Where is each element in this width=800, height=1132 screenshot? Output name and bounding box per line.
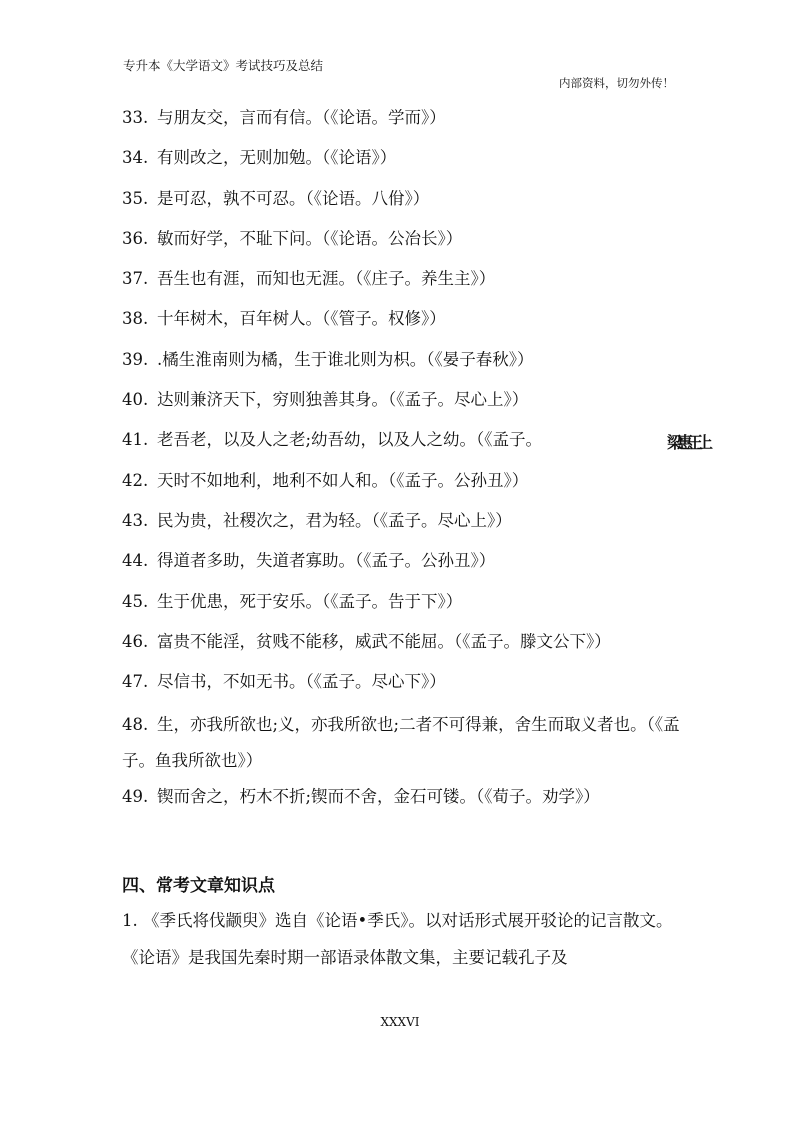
item-number: 42. bbox=[122, 470, 149, 490]
list-item bbox=[122, 624, 692, 664]
item-number: 46. bbox=[122, 631, 149, 651]
item-number: 43. bbox=[122, 510, 149, 530]
list-item bbox=[122, 382, 692, 422]
page-number: XXXVI bbox=[380, 1015, 420, 1029]
list-item bbox=[122, 181, 692, 221]
list-item bbox=[122, 543, 692, 583]
item-number: 45. bbox=[122, 591, 149, 611]
item-number: 35. bbox=[122, 188, 149, 208]
item-text: 锲而舍之，朽木不折;锲而不舍，金石可镂。（《荀子。劝学》） bbox=[157, 787, 600, 807]
item-text: 生于优患，死于安乐。（《孟子。告于下》） bbox=[157, 591, 463, 611]
item-text: 老吾老，以及人之老;幼吾幼，以及人之幼。（《孟子。 bbox=[157, 430, 543, 450]
item-text: 民为贵，社稷次之，君为轻。（《孟子。尽心上》） bbox=[157, 510, 512, 530]
item-number: 48. bbox=[122, 715, 149, 735]
item-text: 生，亦我所欲也;义，亦我所欲也;二者不可得兼，舍生而取义者也。（《孟子。鱼我所欲也》） bbox=[122, 715, 680, 771]
list-item bbox=[122, 261, 692, 301]
list-item bbox=[122, 664, 692, 704]
item-text: 富贵不能淫，贫贱不能移，威武不能屈。（《孟子。滕文公下》） bbox=[157, 631, 611, 651]
item-text: 有则改之，无则加勉。（《论语》） bbox=[157, 148, 397, 168]
item-text: 尽信书，不如无书。（《孟子。尽心下》） bbox=[157, 672, 446, 692]
list-item bbox=[122, 584, 692, 624]
item-number: 49. bbox=[122, 787, 149, 807]
item-text: 十年树木，百年树人。（《管子。权修》） bbox=[157, 309, 446, 329]
list-item bbox=[122, 503, 692, 543]
item-number: 41. bbox=[122, 430, 149, 450]
item-number: 44. bbox=[122, 551, 149, 571]
item-text: 天时不如地利，地利不如人和。（《孟子。公孙丑》） bbox=[157, 470, 529, 490]
item-text: .橘生淮南则为橘，生于谁北则为枳。（《晏子春秋》） bbox=[157, 349, 534, 369]
list-item bbox=[122, 140, 692, 180]
item-number: 34. bbox=[122, 148, 149, 168]
item-number: 47. bbox=[122, 672, 149, 692]
item-text: 是可忍，孰不可忍。（《论语。八佾》） bbox=[157, 188, 430, 208]
list-item bbox=[122, 707, 692, 779]
overlapping-source-text: 梁惠王上 bbox=[667, 433, 708, 453]
list-item bbox=[122, 779, 692, 819]
item-text: 达则兼济天下，穷则独善其身。（《孟子。尽心上》） bbox=[157, 390, 529, 410]
item-text: 敏而好学，不耻下问。（《论语。公冶长》） bbox=[157, 228, 463, 248]
list-item bbox=[122, 221, 692, 261]
list-item bbox=[122, 422, 708, 462]
item-text: 吾生也有涯，而知也无涯。（《庄子。养生主》） bbox=[157, 269, 496, 289]
item-number: 37. bbox=[122, 269, 149, 289]
item-text: 与朋友交，言而有信。（《论语。学而》） bbox=[157, 108, 446, 127]
item-number: 33. bbox=[122, 108, 149, 127]
page-header-notice: 内部资料，切勿外传！ bbox=[559, 76, 674, 90]
item-number: 39. bbox=[122, 349, 149, 369]
list-item bbox=[122, 342, 692, 382]
list-item bbox=[122, 463, 692, 503]
item-number: 38. bbox=[122, 309, 149, 329]
page-header-title: 专升本《大学语文》考试技巧及总结 bbox=[123, 58, 324, 73]
list-item bbox=[122, 301, 692, 341]
section-paragraph: 1. 《季氏将伐颛臾》选自《论语•季氏》。以对话形式展开驳论的记言散文。《论语》是我国先秦时期一部语录体散文集，主要记载孔子及 bbox=[122, 911, 673, 967]
section-heading: 四、常考文章知识点 bbox=[122, 876, 275, 896]
quote-list bbox=[122, 100, 708, 820]
item-number: 36. bbox=[122, 228, 149, 248]
item-number: 40. bbox=[122, 390, 149, 410]
list-item bbox=[122, 100, 692, 140]
item-text: 得道者多助，失道者寡助。（《孟子。公孙丑》） bbox=[157, 551, 496, 571]
